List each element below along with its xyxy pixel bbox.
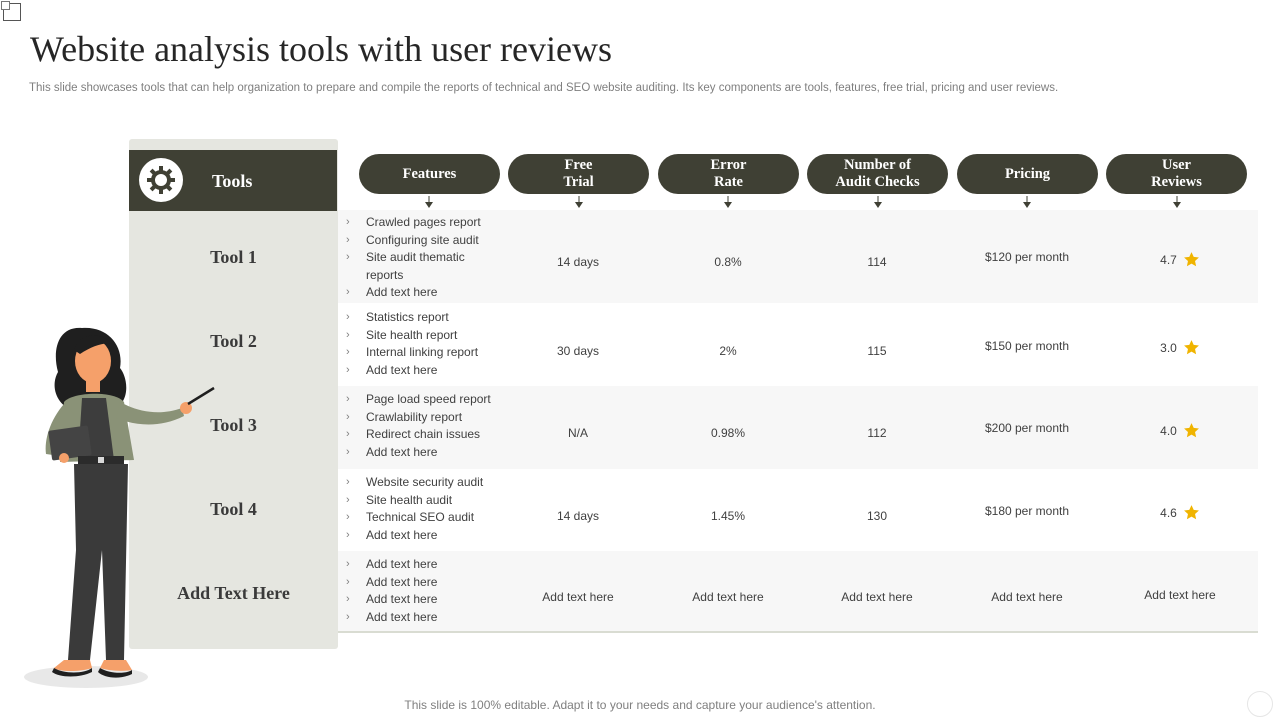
chevron-right-icon: › bbox=[346, 346, 350, 358]
list-item: › Add text here bbox=[346, 556, 437, 574]
list-item: › Technical SEO audit bbox=[346, 509, 483, 527]
list-item: › Redirect chain issues bbox=[346, 426, 491, 444]
free-trial-cell: 14 days bbox=[556, 255, 600, 269]
error-rate-cell: Add text here bbox=[692, 590, 764, 604]
tools-header-label: Tools bbox=[212, 171, 253, 191]
error-rate-cell: 0.98% bbox=[710, 426, 746, 440]
selection-handle bbox=[3, 3, 21, 21]
list-item: › Site health report bbox=[346, 327, 478, 345]
pricing-cell: $200 per month bbox=[984, 421, 1070, 435]
chevron-right-icon: › bbox=[346, 558, 350, 570]
column-header-features: Features bbox=[359, 154, 500, 194]
features-list-5 bbox=[346, 556, 437, 626]
pricing-cell: $120 per month bbox=[984, 250, 1070, 264]
column-header-user-reviews: User Reviews bbox=[1106, 154, 1247, 194]
list-item: › Add text here bbox=[346, 284, 496, 302]
arrow-down-icon bbox=[575, 196, 583, 208]
error-rate-cell: 2% bbox=[719, 344, 737, 358]
rating-cell bbox=[1110, 504, 1250, 521]
chevron-right-icon: › bbox=[346, 511, 350, 523]
chevron-right-icon: › bbox=[346, 410, 350, 423]
features-list-3 bbox=[346, 391, 491, 461]
gear-icon bbox=[139, 158, 183, 202]
chevron-right-icon: › bbox=[346, 251, 350, 263]
list-item: › Internal linking report bbox=[346, 344, 478, 362]
column-header-pricing: Pricing bbox=[957, 154, 1098, 194]
list-item: › Configuring site audit bbox=[346, 232, 496, 250]
features-list-2 bbox=[346, 309, 478, 379]
rating-value: 3.0 bbox=[1160, 340, 1177, 355]
chevron-right-icon: › bbox=[346, 476, 350, 488]
audit-checks-cell: 112 bbox=[867, 426, 887, 440]
rating-value: 4.7 bbox=[1160, 252, 1177, 267]
audit-checks-cell: 130 bbox=[866, 509, 888, 523]
corner-circle bbox=[1247, 691, 1273, 717]
tool-name-2: Tool 2 bbox=[210, 331, 257, 351]
chevron-right-icon: › bbox=[346, 233, 350, 246]
list-item: › Page load speed report bbox=[346, 391, 491, 409]
free-trial-cell: 14 days bbox=[556, 509, 600, 523]
chevron-right-icon: › bbox=[346, 493, 350, 506]
star-icon bbox=[1183, 251, 1200, 268]
free-trial-cell: Add text here bbox=[542, 590, 614, 604]
free-trial-cell: N/A bbox=[567, 426, 588, 440]
arrow-down-icon bbox=[1023, 196, 1031, 208]
chevron-right-icon: › bbox=[346, 575, 350, 588]
chevron-right-icon: › bbox=[346, 428, 350, 440]
audit-checks-cell: 115 bbox=[867, 344, 887, 358]
free-trial-cell: 30 days bbox=[556, 344, 600, 358]
chevron-right-icon: › bbox=[346, 593, 350, 605]
chevron-right-icon: › bbox=[346, 311, 350, 323]
rating-cell bbox=[1110, 422, 1250, 439]
chevron-right-icon: › bbox=[346, 328, 350, 341]
pricing-cell: $150 per month bbox=[984, 339, 1070, 353]
list-item: › Add text here bbox=[346, 444, 491, 462]
presenter-illustration bbox=[20, 320, 220, 690]
pricing-cell: $180 per month bbox=[984, 504, 1070, 518]
table-bottom-border bbox=[338, 631, 1258, 633]
tool-name-3: Tool 3 bbox=[210, 415, 257, 435]
chevron-right-icon: › bbox=[346, 610, 350, 623]
audit-checks-cell: Add text here bbox=[841, 590, 913, 604]
list-item: › Site health audit bbox=[346, 492, 483, 510]
rating-cell bbox=[1110, 339, 1250, 356]
chevron-right-icon: › bbox=[346, 528, 350, 541]
features-list-4 bbox=[346, 474, 483, 544]
chevron-right-icon: › bbox=[346, 393, 350, 405]
arrow-down-icon bbox=[1173, 196, 1181, 208]
list-item: › Website security audit bbox=[346, 474, 483, 492]
tool-name-5: Add Text Here bbox=[177, 583, 290, 603]
rating-value: 4.0 bbox=[1160, 423, 1177, 438]
chevron-right-icon: › bbox=[346, 216, 350, 228]
column-header-error-rate: Error Rate bbox=[658, 154, 799, 194]
chevron-right-icon: › bbox=[346, 286, 350, 298]
rating-value: 4.6 bbox=[1160, 505, 1177, 520]
star-icon bbox=[1183, 504, 1200, 521]
list-item: › Add text here bbox=[346, 527, 483, 545]
column-header-audit-checks: Number of Audit Checks bbox=[807, 154, 948, 194]
tool-name-1: Tool 1 bbox=[210, 247, 257, 267]
audit-checks-cell: 114 bbox=[867, 255, 887, 269]
error-rate-cell: 0.8% bbox=[714, 255, 742, 269]
list-item: › Add text here bbox=[346, 574, 437, 592]
column-header-free-trial: Free Trial bbox=[508, 154, 649, 194]
arrow-down-icon bbox=[724, 196, 732, 208]
reviews-cell: Add text here bbox=[1144, 588, 1216, 602]
error-rate-cell: 1.45% bbox=[710, 509, 746, 523]
star-icon bbox=[1183, 339, 1200, 356]
arrow-down-icon bbox=[874, 196, 882, 208]
footer-note: This slide is 100% editable. Adapt it to your needs and capture your audience's attention. bbox=[404, 698, 876, 712]
list-item: › Statistics report bbox=[346, 309, 478, 327]
list-item: › Add text here bbox=[346, 609, 437, 627]
features-list-1 bbox=[346, 214, 496, 302]
list-item: › Add text here bbox=[346, 362, 478, 380]
star-icon bbox=[1183, 422, 1200, 439]
list-item: › Crawled pages report bbox=[346, 214, 496, 232]
list-item: › Add text here bbox=[346, 591, 437, 609]
chevron-right-icon: › bbox=[346, 363, 350, 376]
rating-cell bbox=[1110, 251, 1250, 268]
pricing-cell: Add text here bbox=[991, 590, 1063, 604]
chevron-right-icon: › bbox=[346, 445, 350, 458]
tool-name-4: Tool 4 bbox=[210, 499, 257, 519]
list-item: › Crawlability report bbox=[346, 409, 491, 427]
slide-title: Website analysis tools with user reviews bbox=[30, 29, 612, 69]
list-item: › Site audit thematic reports bbox=[346, 250, 465, 282]
slide-subtitle: This slide showcases tools that can help organization to prepare and compile the reports of technical and SEO website auditing. Its key components are tools, features, free trial, pricing and user reviews. bbox=[29, 82, 1059, 94]
arrow-down-icon bbox=[425, 196, 433, 208]
